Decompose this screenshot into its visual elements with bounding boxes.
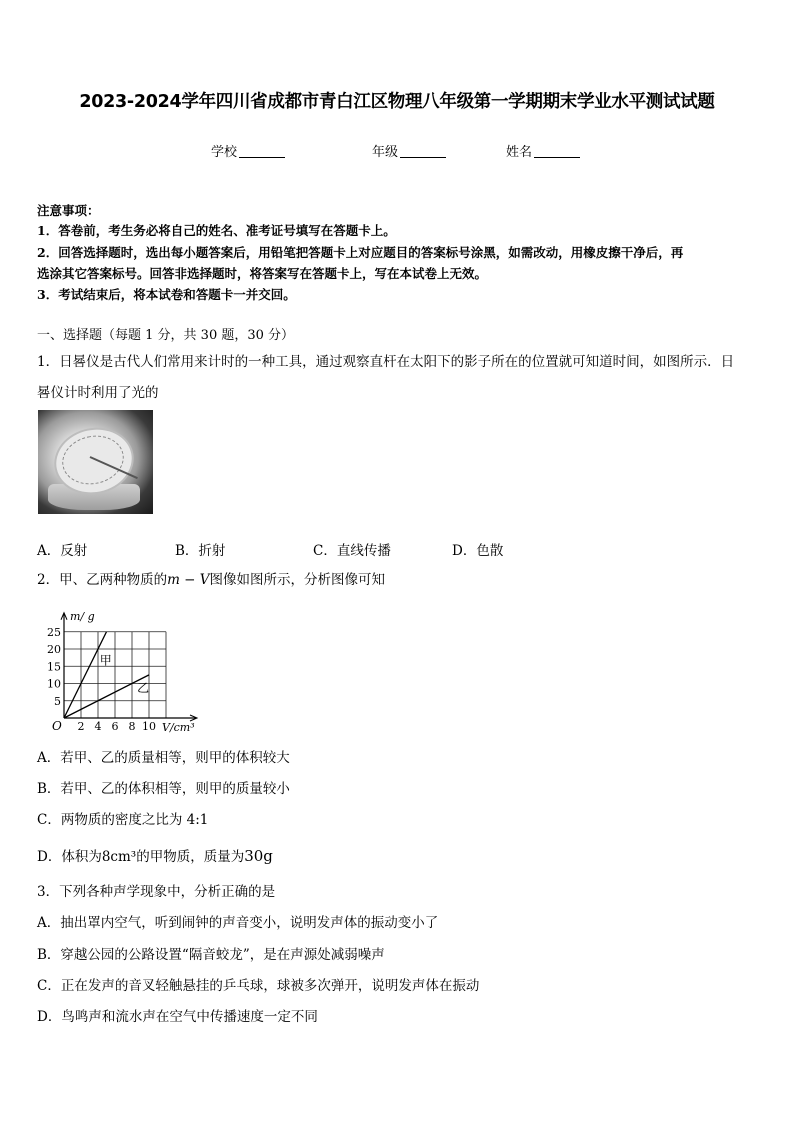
notice-item-2-line1: 2．回答选择题时，选出每小题答案后，用铅笔把答题卡上对应题目的答案标号涂黑，如需改动，用橡皮擦干净后，再 [37, 245, 684, 260]
grade-label: 年级 [372, 145, 399, 160]
grade-field [372, 141, 446, 160]
name-label: 姓名 [506, 145, 533, 160]
x-tick-label: 4 [94, 720, 102, 733]
school-field [211, 141, 285, 160]
name-blank[interactable] [534, 145, 580, 158]
series-label-yi: 乙 [137, 681, 150, 696]
series-line-jia [64, 632, 107, 718]
name-field [506, 141, 580, 160]
q2-option-b[interactable]: B．若甲、乙的体积相等，则甲的质量较小 [37, 781, 290, 797]
q1-option-a[interactable]: A．反射 [37, 543, 88, 559]
sundial-photo [38, 410, 153, 514]
x-tick-label: 2 [77, 720, 85, 733]
y-axis-label: m/ g [70, 609, 95, 623]
q2-option-d-mid: 的甲物质，质量为 [136, 849, 245, 865]
x-axis-label: V/cm³ [162, 721, 195, 734]
q1-option-b[interactable]: B．折射 [175, 543, 226, 559]
q2-stem-pre: 2．甲、乙两种物质的 [37, 572, 168, 588]
q2-option-d-mass: 30g [244, 847, 273, 865]
notice-item-2-line2: 选涂其它答案标号。回答非选择题时，将答案写在答题卡上，写在本试卷上无效。 [37, 266, 488, 281]
q3-option-c[interactable]: C．正在发声的音叉轻触悬挂的乒乓球，球被多次弹开，说明发声体在振动 [37, 978, 480, 994]
y-tick-label: 25 [47, 625, 61, 639]
q2-stem [37, 569, 759, 591]
q1-stem-line2: 晷仪计时利用了光的 [37, 385, 159, 401]
q3-option-a[interactable]: A．抽出罩内空气，听到闹钟的声音变小，说明发声体的振动变小了 [37, 915, 439, 931]
section-heading: 一、选择题（每题 1 分，共 30 题，30 分） [37, 328, 295, 343]
q2-option-a[interactable]: A．若甲、乙的质量相等，则甲的体积较大 [37, 750, 290, 766]
q3-stem: 3．下列各种声学现象中，分析正确的是 [37, 884, 276, 900]
x-tick-label: 10 [142, 720, 156, 733]
notice-item-3: 3．考试结束后，将本试卷和答题卡一并交回。 [37, 287, 296, 302]
page-title: 2023-2024学年四川省成都市青白江区物理八年级第一学期期末学业水平测试试题 [79, 92, 715, 112]
grade-blank[interactable] [400, 145, 446, 158]
q3-option-d[interactable]: D．鸟鸣声和流水声在空气中传播速度一定不同 [37, 1009, 318, 1025]
notice-heading: 注意事项： [37, 203, 100, 218]
y-tick-label: 10 [47, 677, 61, 691]
q1-option-d[interactable]: D．色散 [452, 543, 504, 559]
school-label: 学校 [211, 145, 238, 160]
q2-stem-formula: m − V [167, 572, 210, 588]
mass-volume-graph [34, 600, 204, 740]
graph-axes [61, 613, 197, 721]
x-tick-label: 6 [111, 720, 119, 733]
q2-option-c[interactable]: C．两物质的密度之比为 4:1 [37, 812, 209, 828]
q2-stem-post: 图像如图所示，分析图像可知 [209, 572, 386, 588]
y-tick-label: 15 [47, 660, 61, 674]
y-tick-label: 20 [47, 643, 61, 656]
q2-option-d-pre: D．体积为 [37, 849, 102, 865]
x-tick-label: 8 [128, 720, 136, 733]
graph-grid [64, 632, 166, 718]
notice-item-1: 1．答卷前，考生务必将自己的姓名、准考证号填写在答题卡上。 [37, 223, 396, 238]
q2-option-d-volume: 8cm³ [101, 849, 137, 865]
graph-series [64, 632, 149, 718]
q2-option-d[interactable] [37, 845, 759, 868]
y-tick-label: 5 [54, 694, 61, 708]
series-label-jia: 甲 [99, 653, 112, 668]
school-blank[interactable] [239, 145, 285, 158]
q3-option-b[interactable]: B．穿越公园的公路设置“隔音蛟龙”，是在声源处减弱噪声 [37, 947, 385, 963]
q1-stem-line1: 1．日晷仪是古代人们常用来计时的一种工具，通过观察直杆在太阳下的影子所在的位置就可知道时间，如图所示．日 [37, 354, 735, 370]
origin-label: O [52, 719, 62, 733]
q1-option-c[interactable]: C．直线传播 [313, 543, 391, 559]
